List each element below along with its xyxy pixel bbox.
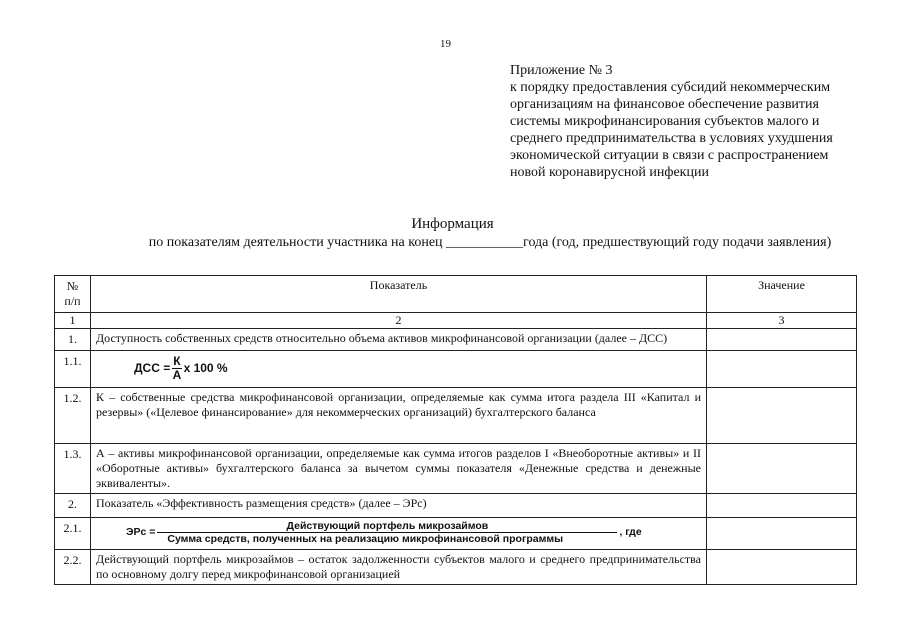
document-title: Информация xyxy=(411,216,494,232)
table-row xyxy=(55,351,857,388)
formula-ers xyxy=(91,518,707,550)
row-num: 1. xyxy=(55,329,91,351)
appendix-block xyxy=(510,62,890,181)
header-value: Значение xyxy=(707,276,857,313)
formula-numerator: К xyxy=(173,354,181,368)
row-num: 2.2. xyxy=(55,550,91,585)
row-value xyxy=(707,518,857,550)
formula-rhs: , где xyxy=(619,526,642,538)
indicators-table xyxy=(54,275,857,585)
header-indicator: Показатель xyxy=(91,276,707,313)
table-row xyxy=(55,518,857,550)
table-row xyxy=(55,388,857,444)
column-number-row xyxy=(55,313,857,329)
table-row xyxy=(55,329,857,351)
row-value xyxy=(707,329,857,351)
table-row xyxy=(55,444,857,494)
header-num: № п/п xyxy=(55,276,91,313)
row-num: 1.2. xyxy=(55,388,91,444)
document-subtitle: по показателям деятельности участника на конец ___________года (год, предшествующий году подачи заявления) xyxy=(148,235,832,250)
formula-rhs: х 100 % xyxy=(183,361,228,375)
formula-denominator: А xyxy=(172,368,182,382)
row-num: 2.1. xyxy=(55,518,91,550)
row-value xyxy=(707,351,857,388)
row-value xyxy=(707,494,857,518)
table-row xyxy=(55,494,857,518)
formula-lhs: ДСС = xyxy=(134,361,171,375)
row-text: Доступность собственных средств относительно объема активов микрофинансовой организации (далее – ДСС) xyxy=(91,329,707,351)
row-text: Действующий портфель микрозаймов – остаток задолженности субъектов малого и среднего предпринимательства по основному долгу перед микрофинансовой организацией xyxy=(91,550,707,585)
row-text: А – активы микрофинансовой организации, определяемые как сумма итогов разделов I «Внеоборотные активы» и II «Оборотные активы» бухгалтерского баланса за вычетом суммы показателя «Денежные средства и денежные эквиваленты». xyxy=(91,444,707,494)
row-value xyxy=(707,444,857,494)
appendix-line: системы микрофинансирования субъектов малого и xyxy=(510,114,820,129)
col-number: 3 xyxy=(707,313,857,329)
row-value xyxy=(707,388,857,444)
appendix-line: организациям на финансовое обеспечение развития xyxy=(510,97,819,112)
appendix-line: новой коронавирусной инфекции xyxy=(510,165,709,180)
row-value xyxy=(707,550,857,585)
table-row xyxy=(55,550,857,585)
row-num: 1.3. xyxy=(55,444,91,494)
formula-dss xyxy=(91,351,707,388)
row-text: К – собственные средства микрофинансовой организации, определяемые как сумма итога раздела III «Капитал и резервы» («Целевое финансирование» для некоммерческих организаций) бухгалтерского баланса xyxy=(91,388,707,444)
table-header-row xyxy=(55,276,857,313)
row-text: Показатель «Эффективность размещения средств» (далее – ЭРс) xyxy=(91,494,707,518)
appendix-title: Приложение № 3 xyxy=(510,63,613,78)
appendix-line: к порядку предоставления субсидий некоммерческим xyxy=(510,80,831,95)
row-num: 1.1. xyxy=(55,351,91,388)
page-number: 19 xyxy=(440,38,451,50)
col-number: 1 xyxy=(55,313,91,329)
formula-denominator: Сумма средств, полученных на реализацию микрофинансовой программы xyxy=(167,533,564,545)
formula-numerator: Действующий портфель микрозаймов xyxy=(157,520,617,533)
col-number: 2 xyxy=(91,313,707,329)
appendix-line: экономической ситуации в связи с распространением xyxy=(510,148,829,163)
appendix-line: среднего предпринимательства в условиях ухудшения xyxy=(510,131,833,146)
formula-lhs: ЭРс = xyxy=(126,526,156,538)
row-num: 2. xyxy=(55,494,91,518)
